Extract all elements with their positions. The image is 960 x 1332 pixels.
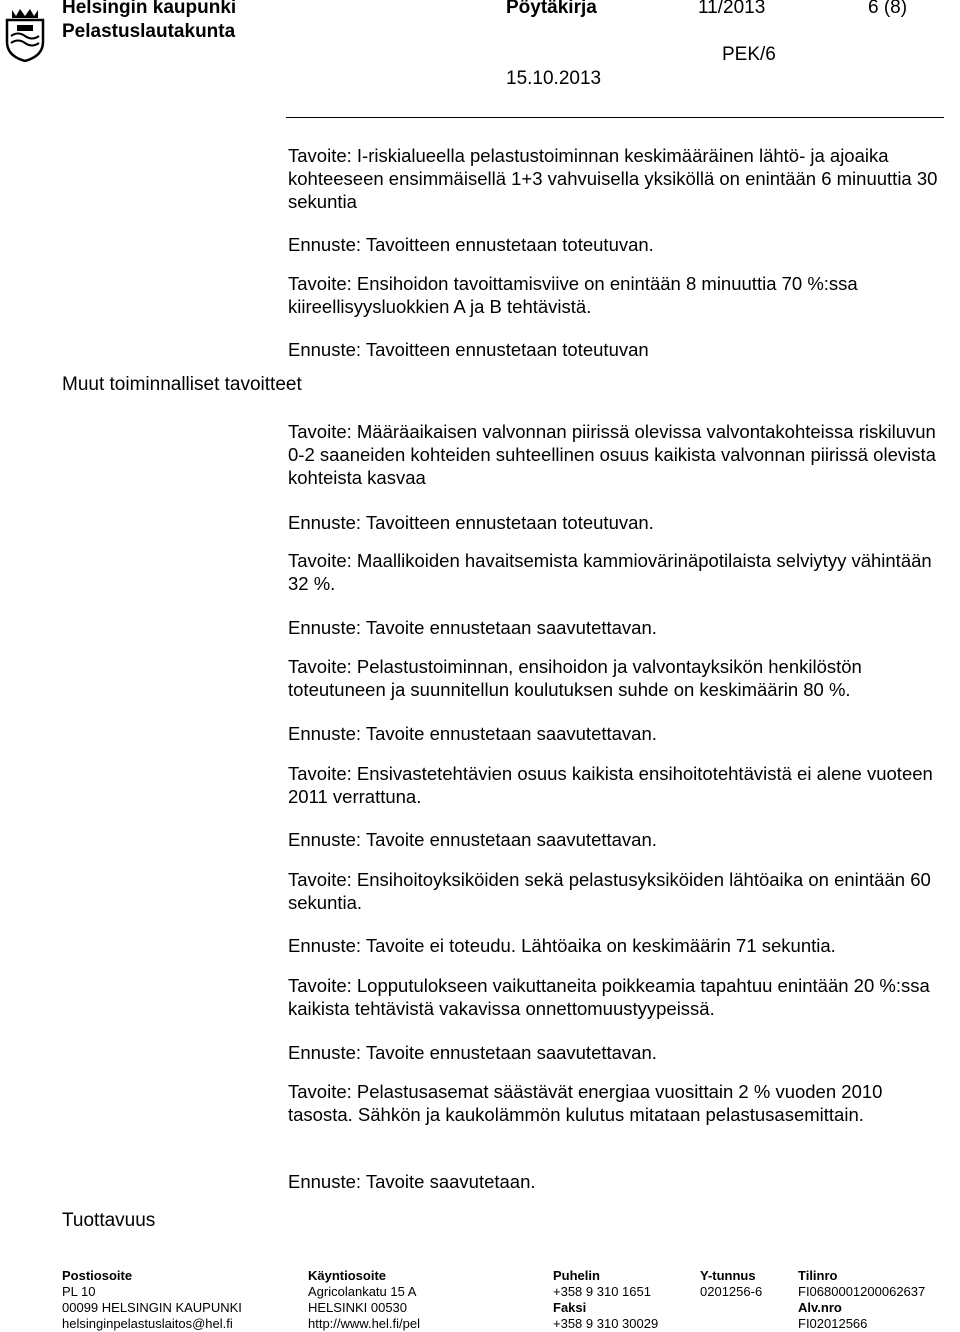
footer-tilinro-value: FI0680001200062637 (798, 1284, 926, 1299)
forecast-text: Ennuste: Tavoitteen ennustetaan toteutuvan (288, 339, 649, 360)
forecast-text: Ennuste: Tavoite ennustetaan saavutettavan. (288, 617, 657, 638)
doc-reference: PEK/6 (722, 44, 776, 65)
section-heading-productivity: Tuottavuus (62, 1210, 156, 1231)
doc-date: 15.10.2013 (506, 68, 602, 89)
section-heading-other-goals: Muut toiminnalliset tavoitteet (62, 374, 302, 395)
footer-ytunnus-heading: Y-tunnus (700, 1268, 756, 1283)
footer-ytunnus-value: 0201256-6 (700, 1284, 763, 1299)
footer-alv-value: FI02012566 (798, 1316, 868, 1331)
doc-type: Pöytäkirja (506, 0, 597, 18)
footer-postal-city: 00099 HELSINGIN KAUPUNKI (62, 1300, 242, 1315)
goal-text: Tavoite: Maallikoiden havaitsemista kammiovärinäpotilaista selviytyy vähintään 32 %. (288, 550, 932, 594)
forecast-text: Ennuste: Tavoitteen ennustetaan toteutuvan. (288, 512, 654, 533)
goal-text: Tavoite: I-riskialueella pelastustoiminnan keskimääräinen lähtö- ja ajoaika kohteeseen ensimmäisellä 1+3 vahvuisella yksiköllä on enintään 6 minuuttia 30 sekuntia (288, 145, 938, 212)
forecast-text: Ennuste: Tavoite ennustetaan saavutettavan. (288, 723, 657, 744)
footer-phone-number: +358 9 310 1651 (553, 1284, 651, 1299)
footer-postal-heading: Postiosoite (62, 1268, 133, 1283)
footer-business-id (700, 1268, 762, 1300)
footer-visit-heading: Käyntiosoite (308, 1268, 387, 1283)
goal-text: Tavoite: Pelastusasemat säästävät energiaa vuosittain 2 % vuoden 2010 tasosta. Sähkön ja kaukolämmön kulutus mitataan pelastusasemittain. (288, 1081, 883, 1125)
footer-fax-number: +358 9 310 30029 (553, 1316, 659, 1331)
helsinki-crest-logo (4, 6, 46, 62)
forecast-text: Ennuste: Tavoite ennustetaan saavutettavan. (288, 1042, 657, 1063)
forecast-text: Ennuste: Tavoitteen ennustetaan toteutuvan. (288, 234, 654, 255)
footer-visit-city: HELSINKI 00530 (308, 1300, 408, 1315)
footer-visit-street: Agricolankatu 15 A (308, 1284, 417, 1299)
forecast-text: Ennuste: Tavoite saavutetaan. (288, 1171, 536, 1192)
footer-visit (308, 1268, 420, 1332)
footer-phone-heading: Puhelin (553, 1268, 600, 1283)
footer-fax-heading: Faksi (553, 1300, 587, 1315)
goal-text: Tavoite: Pelastustoiminnan, ensihoidon ja valvontayksikön henkilöstön toteutuneen ja suunnitellun koulutuksen suhde on keskimäärin 80 %. (288, 656, 862, 700)
footer-email-link[interactable]: helsinginpelastuslaitos@hel.fi (62, 1316, 233, 1331)
goal-text: Tavoite: Ensihoidon tavoittamisviive on enintään 8 minuuttia 70 %:ssa kiireellisyysluokkien A ja B tehtävistä. (288, 273, 858, 317)
footer-phone (553, 1268, 658, 1332)
footer-postal (62, 1268, 242, 1332)
forecast-text: Ennuste: Tavoite ennustetaan saavutettavan. (288, 829, 657, 850)
goal-text: Tavoite: Ensivastetehtävien osuus kaikista ensihoitotehtävistä ei alene vuoteen 2011 verrattuna. (288, 763, 933, 807)
board-name: Pelastuslautakunta (62, 21, 236, 42)
header-divider (286, 117, 944, 118)
goal-text: Tavoite: Lopputulokseen vaikuttaneita poikkeamia tapahtuu enintään 20 %:ssa kaikista tehtävistä vakavissa onnettomuustyypeissä. (288, 975, 930, 1019)
footer-alv-heading: Alv.nro (798, 1300, 842, 1315)
footer-account (798, 1268, 925, 1332)
page-number: 6 (8) (868, 0, 908, 18)
goal-text: Tavoite: Määräaikaisen valvonnan piirissä olevissa valvontakohteissa riskiluvun 0-2 saaneiden kohteiden suhteellinen osuus kaikista valvonnan piirissä olevista kohteista kasvaa (288, 421, 936, 488)
footer-tilinro-heading: Tilinro (798, 1268, 838, 1283)
org-name: Helsingin kaupunki (62, 0, 237, 18)
footer-postal-box: PL 10 (62, 1284, 96, 1299)
forecast-text: Ennuste: Tavoite ei toteudu. Lähtöaika on keskimäärin 71 sekuntia. (288, 935, 836, 956)
doc-number: 11/2013 (698, 0, 766, 18)
goal-text: Tavoite: Ensihoitoyksiköiden sekä pelastusyksiköiden lähtöaika on enintään 60 sekuntia. (288, 869, 931, 913)
footer-website-link[interactable]: http://www.hel.fi/pel (308, 1316, 420, 1331)
